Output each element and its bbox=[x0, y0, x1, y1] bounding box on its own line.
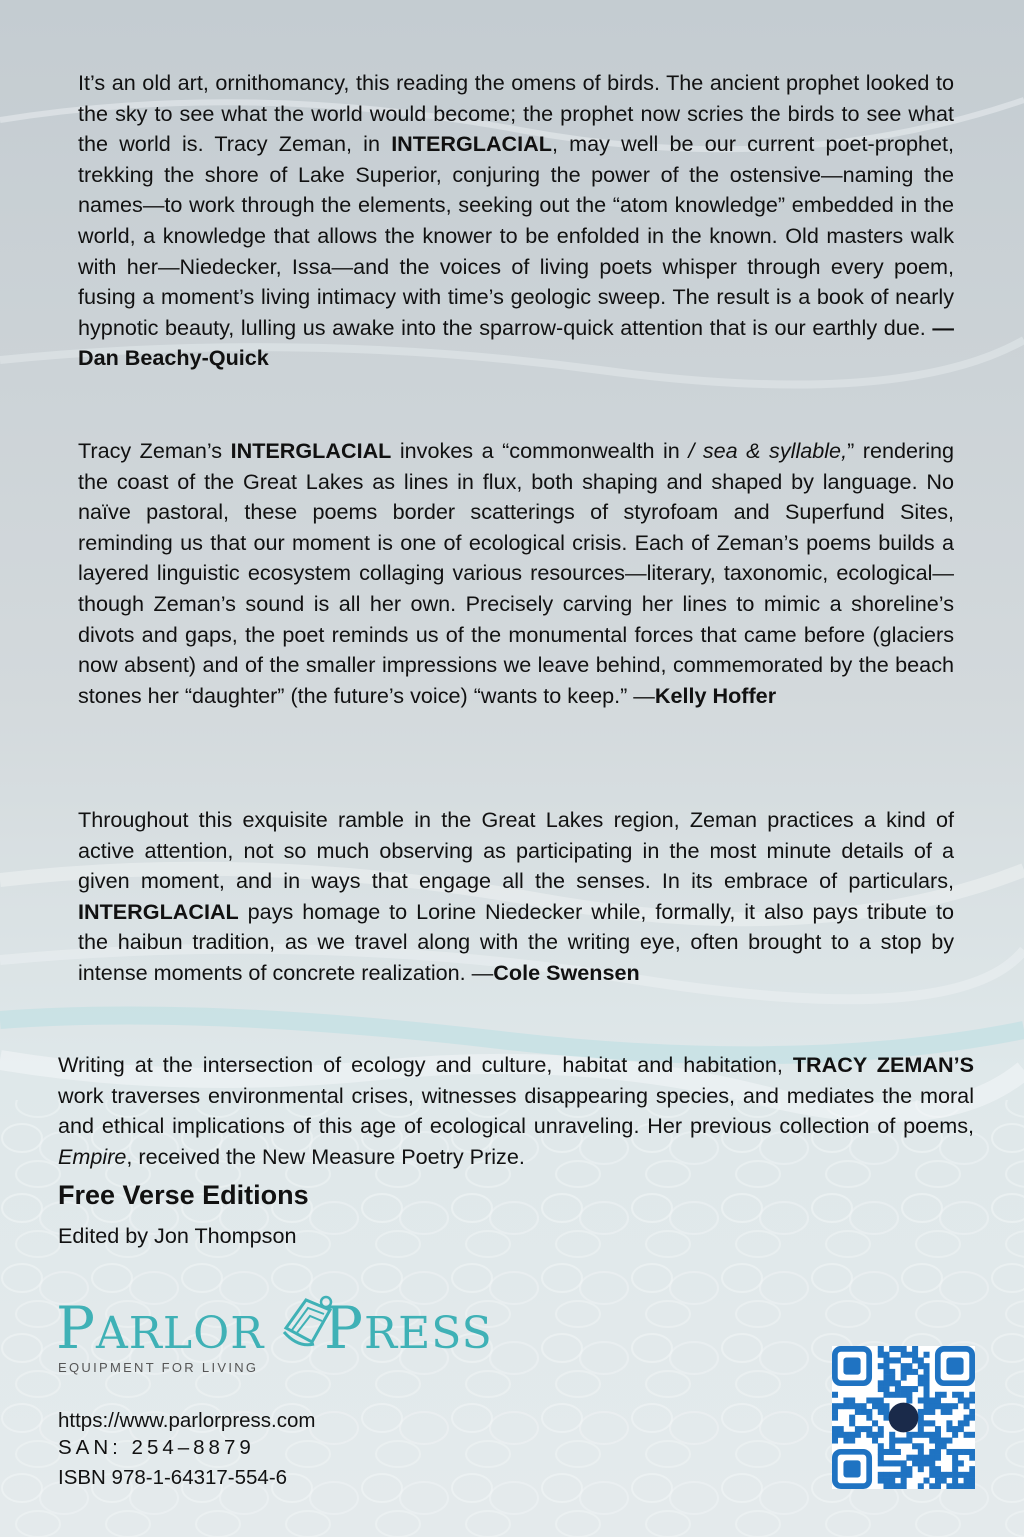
qr-module bbox=[901, 1438, 907, 1444]
qr-module bbox=[906, 1432, 912, 1438]
qr-module bbox=[883, 1357, 889, 1363]
qr-module bbox=[866, 1409, 872, 1415]
logo-word-parlor bbox=[56, 1294, 264, 1362]
qr-module bbox=[969, 1392, 975, 1398]
qr-module bbox=[889, 1375, 895, 1381]
qr-module bbox=[935, 1392, 941, 1398]
qr-module bbox=[918, 1460, 924, 1466]
qr-module bbox=[906, 1352, 912, 1358]
qr-module bbox=[889, 1472, 895, 1478]
publisher-url[interactable]: https://www.parlorpress.com bbox=[58, 1409, 316, 1432]
qr-module bbox=[964, 1449, 970, 1455]
qr-module bbox=[969, 1415, 975, 1421]
qr-module bbox=[924, 1363, 930, 1369]
qr-module bbox=[878, 1426, 884, 1432]
qr-module bbox=[912, 1357, 918, 1363]
qr-finder-center bbox=[843, 1460, 860, 1477]
qr-module bbox=[952, 1472, 958, 1478]
qr-module bbox=[929, 1466, 935, 1472]
qr-module bbox=[952, 1478, 958, 1484]
qr-module bbox=[912, 1460, 918, 1466]
qr-module bbox=[946, 1426, 952, 1432]
qr-module bbox=[935, 1478, 941, 1484]
qr-module bbox=[964, 1420, 970, 1426]
qr-module bbox=[929, 1432, 935, 1438]
qr-module bbox=[901, 1472, 907, 1478]
text-run: / sea & syllable, bbox=[688, 438, 848, 463]
qr-module bbox=[935, 1426, 941, 1432]
logo-initial-p2: P bbox=[324, 1294, 365, 1362]
qr-module bbox=[832, 1409, 838, 1415]
qr-module bbox=[901, 1386, 907, 1392]
qr-module bbox=[924, 1478, 930, 1484]
qr-module bbox=[935, 1472, 941, 1478]
text-run: It’s an old art, ornithomancy, this reading the omens of birds. The ancient prophet looked to the sky to see what the world would become; the prophet now scries the birds to see what the world is. Tracy Zeman, in bbox=[78, 70, 954, 157]
qr-module bbox=[889, 1392, 895, 1398]
qr-module bbox=[889, 1483, 895, 1489]
qr-module bbox=[906, 1455, 912, 1461]
qr-module bbox=[889, 1380, 895, 1386]
isbn: ISBN 978-1-64317-554-6 bbox=[58, 1466, 288, 1489]
qr-module bbox=[901, 1375, 907, 1381]
qr-module bbox=[901, 1460, 907, 1466]
qr-module bbox=[843, 1438, 849, 1444]
qr-module bbox=[861, 1409, 867, 1415]
qr-module bbox=[901, 1478, 907, 1484]
publisher-logo bbox=[56, 1288, 493, 1388]
qr-module bbox=[912, 1386, 918, 1392]
qr-module bbox=[929, 1449, 935, 1455]
qr-module bbox=[878, 1455, 884, 1461]
qr-module bbox=[889, 1438, 895, 1444]
qr-module bbox=[941, 1443, 947, 1449]
qr-module bbox=[832, 1426, 838, 1432]
qr-module bbox=[964, 1478, 970, 1484]
qr-module bbox=[924, 1460, 930, 1466]
qr-module bbox=[946, 1409, 952, 1415]
qr-module bbox=[895, 1392, 901, 1398]
qr-module bbox=[918, 1415, 924, 1421]
qr-module bbox=[883, 1363, 889, 1369]
qr-module bbox=[901, 1363, 907, 1369]
qr-module bbox=[895, 1483, 901, 1489]
qr-module bbox=[878, 1472, 884, 1478]
qr-module bbox=[946, 1483, 952, 1489]
qr-code bbox=[832, 1346, 975, 1489]
qr-module bbox=[849, 1415, 855, 1421]
qr-module bbox=[918, 1380, 924, 1386]
qr-module bbox=[912, 1352, 918, 1358]
qr-module bbox=[952, 1449, 958, 1455]
qr-module bbox=[878, 1409, 884, 1415]
qr-module bbox=[924, 1392, 930, 1398]
qr-module bbox=[958, 1392, 964, 1398]
qr-module bbox=[912, 1432, 918, 1438]
qr-module bbox=[895, 1386, 901, 1392]
series-title: Free Verse Editions bbox=[58, 1180, 309, 1210]
qr-module bbox=[878, 1363, 884, 1369]
qr-module bbox=[855, 1403, 861, 1409]
qr-module bbox=[964, 1397, 970, 1403]
qr-module bbox=[969, 1483, 975, 1489]
qr-module bbox=[924, 1432, 930, 1438]
qr-module bbox=[889, 1449, 895, 1455]
qr-module bbox=[952, 1426, 958, 1432]
qr-module bbox=[889, 1357, 895, 1363]
qr-module bbox=[832, 1415, 838, 1421]
qr-module bbox=[918, 1420, 924, 1426]
qr-module bbox=[906, 1369, 912, 1375]
qr-module bbox=[901, 1392, 907, 1398]
qr-module bbox=[929, 1403, 935, 1409]
qr-module bbox=[878, 1460, 884, 1466]
qr-module bbox=[924, 1380, 930, 1386]
qr-module bbox=[935, 1443, 941, 1449]
qr-module bbox=[878, 1432, 884, 1438]
text-run: , received the New Measure Poetry Prize. bbox=[126, 1143, 525, 1169]
qr-module bbox=[883, 1415, 889, 1421]
qr-module bbox=[855, 1426, 861, 1432]
qr-module bbox=[901, 1352, 907, 1358]
qr-module bbox=[952, 1392, 958, 1398]
text-run: Kelly Hoffer bbox=[654, 682, 777, 708]
logo-tagline: EQUIPMENT FOR LIVING bbox=[58, 1360, 259, 1375]
qr-module bbox=[866, 1415, 872, 1421]
qr-module bbox=[918, 1409, 924, 1415]
qr-module bbox=[861, 1403, 867, 1409]
text-run: Throughout this exquisite ramble in the Great Lakes region, Zeman practices a kind of active attention, not so much observing as participating in the most minute details of a given moment, and in ways that engage all the senses. In its embrace of particulars, bbox=[78, 807, 954, 894]
qr-module bbox=[958, 1420, 964, 1426]
qr-module bbox=[952, 1432, 958, 1438]
qr-module bbox=[929, 1420, 935, 1426]
qr-module bbox=[849, 1397, 855, 1403]
qr-module bbox=[935, 1438, 941, 1444]
qr-module bbox=[918, 1449, 924, 1455]
qr-module bbox=[969, 1478, 975, 1484]
qr-module bbox=[924, 1409, 930, 1415]
qr-module bbox=[958, 1472, 964, 1478]
qr-module bbox=[883, 1449, 889, 1455]
qr-finder-center bbox=[843, 1357, 860, 1374]
qr-module bbox=[929, 1483, 935, 1489]
qr-module bbox=[969, 1432, 975, 1438]
qr-module bbox=[929, 1409, 935, 1415]
qr-module bbox=[883, 1369, 889, 1375]
qr-module bbox=[878, 1397, 884, 1403]
qr-module bbox=[878, 1443, 884, 1449]
logo-initial-p: P bbox=[56, 1294, 97, 1362]
qr-module bbox=[918, 1483, 924, 1489]
qr-module bbox=[883, 1478, 889, 1484]
qr-module bbox=[866, 1397, 872, 1403]
qr-module bbox=[918, 1466, 924, 1472]
qr-module bbox=[935, 1466, 941, 1472]
qr-module bbox=[872, 1397, 878, 1403]
qr-module bbox=[861, 1426, 867, 1432]
qr-module bbox=[935, 1483, 941, 1489]
qr-module bbox=[918, 1432, 924, 1438]
qr-module bbox=[883, 1392, 889, 1398]
qr-module bbox=[883, 1380, 889, 1386]
qr-module bbox=[935, 1449, 941, 1455]
text-run: Empire bbox=[58, 1143, 127, 1169]
blurb-dan-beachy-quick bbox=[78, 68, 954, 374]
qr-module bbox=[872, 1438, 878, 1444]
qr-module bbox=[906, 1363, 912, 1369]
qr-module bbox=[889, 1443, 895, 1449]
qr-module bbox=[849, 1403, 855, 1409]
qr-module bbox=[889, 1432, 895, 1438]
text-run: invokes a “commonwealth in bbox=[391, 438, 689, 463]
qr-module bbox=[878, 1449, 884, 1455]
qr-module bbox=[969, 1455, 975, 1461]
qr-module bbox=[952, 1483, 958, 1489]
qr-module bbox=[952, 1455, 958, 1461]
publisher-san: SAN: 254–8879 bbox=[58, 1436, 255, 1459]
qr-module bbox=[838, 1432, 844, 1438]
qr-module bbox=[924, 1420, 930, 1426]
qr-module bbox=[878, 1478, 884, 1484]
text-run: pays homage to Lorine Niedecker while, formally, it also pays tribute to the haibun tradition, as we travel along with the writing eye, often brought to a stop by intense moments of concrete realization. — bbox=[78, 898, 954, 985]
qr-module bbox=[958, 1397, 964, 1403]
qr-module bbox=[969, 1466, 975, 1472]
qr-module bbox=[918, 1397, 924, 1403]
qr-module bbox=[906, 1466, 912, 1472]
qr-module bbox=[924, 1386, 930, 1392]
qr-module bbox=[832, 1403, 838, 1409]
qr-module bbox=[883, 1403, 889, 1409]
qr-module bbox=[849, 1432, 855, 1438]
text-run: INTERGLACIAL bbox=[78, 898, 239, 924]
qr-module bbox=[912, 1346, 918, 1352]
qr-module bbox=[946, 1438, 952, 1444]
qr-module bbox=[843, 1432, 849, 1438]
qr-module bbox=[964, 1472, 970, 1478]
qr-module bbox=[929, 1455, 935, 1461]
text-run: Writing at the intersection of ecology and culture, habitat and habitation, bbox=[58, 1052, 793, 1077]
qr-module bbox=[883, 1472, 889, 1478]
qr-module bbox=[895, 1472, 901, 1478]
qr-module bbox=[878, 1380, 884, 1386]
qr-module bbox=[941, 1403, 947, 1409]
qr-module bbox=[929, 1472, 935, 1478]
qr-module bbox=[901, 1466, 907, 1472]
qr-module bbox=[941, 1409, 947, 1415]
qr-module bbox=[941, 1478, 947, 1484]
qr-module bbox=[832, 1392, 838, 1398]
qr-module bbox=[964, 1415, 970, 1421]
qr-module bbox=[929, 1460, 935, 1466]
qr-module bbox=[889, 1478, 895, 1484]
qr-module bbox=[935, 1432, 941, 1438]
text-run: , may well be our current poet-prophet, trekking the shore of Lake Superior, conjuring the power of the ostensive—naming the names—to work through the elements, seeking out the “atom knowledge” embedded in the world, a knowledge that allows the knower to be enfolded in the known. Old masters walk with her—Niedecker, Issa—and the voices of living poets whisper through every poem, fusing a moment’s living intimacy with time’s geologic sweep. The result is a book of nearly hypnotic beauty, lulling us awake into the sparrow-quick attention that is our earthly due. bbox=[78, 131, 954, 340]
blurb-kelly-hoffer bbox=[78, 436, 954, 711]
qr-module bbox=[924, 1455, 930, 1461]
qr-module bbox=[924, 1369, 930, 1375]
qr-module bbox=[832, 1438, 838, 1444]
text-run: TRACY ZEMAN’S bbox=[792, 1052, 974, 1077]
qr-module bbox=[838, 1403, 844, 1409]
qr-module bbox=[889, 1346, 895, 1352]
qr-module bbox=[912, 1455, 918, 1461]
text-run: INTERGLACIAL bbox=[391, 131, 552, 157]
blurb-cole-swensen bbox=[78, 805, 954, 989]
qr-module bbox=[918, 1363, 924, 1369]
qr-module bbox=[906, 1438, 912, 1444]
qr-module bbox=[969, 1449, 975, 1455]
qr-module bbox=[918, 1375, 924, 1381]
qr-module bbox=[946, 1472, 952, 1478]
author-bio bbox=[58, 1050, 974, 1172]
qr-module bbox=[843, 1403, 849, 1409]
text-run: Tracy Zeman’s bbox=[78, 438, 231, 463]
qr-module bbox=[906, 1397, 912, 1403]
qr-module bbox=[872, 1432, 878, 1438]
qr-module bbox=[929, 1397, 935, 1403]
qr-module bbox=[952, 1460, 958, 1466]
qr-module bbox=[924, 1397, 930, 1403]
qr-module bbox=[912, 1443, 918, 1449]
qr-module bbox=[912, 1369, 918, 1375]
qr-module bbox=[895, 1449, 901, 1455]
text-run: ” rendering the coast of the Great Lakes as lines in flux, both shaping and shaped by language. No naïve pastoral, these poems border scatterings of styrofoam and Superfund Sites, reminding us that our moment is one of ecological crisis. Each of Zeman’s poems builds a layered linguistic ecosystem collaging various resources—literary, taxonomic, ecological—though Zeman’s sound is all her own. Precisely carving her lines to mimic a shoreline’s divots and gaps, the poet reminds us of the monumental forces that came before (glaciers now absent) and of the smaller impressions we leave behind, commemorated by the beach stones her “daughter” (the future’s voice) “wants to keep.” — bbox=[78, 438, 955, 708]
qr-module bbox=[935, 1403, 941, 1409]
qr-module bbox=[935, 1397, 941, 1403]
qr-module bbox=[946, 1420, 952, 1426]
qr-module bbox=[883, 1352, 889, 1358]
qr-module bbox=[855, 1409, 861, 1415]
qr-module bbox=[883, 1386, 889, 1392]
qr-module bbox=[832, 1432, 838, 1438]
qr-module bbox=[918, 1455, 924, 1461]
qr-module bbox=[946, 1403, 952, 1409]
qr-module bbox=[855, 1432, 861, 1438]
qr-module bbox=[843, 1397, 849, 1403]
qr-module bbox=[958, 1460, 964, 1466]
qr-module bbox=[895, 1346, 901, 1352]
qr-module bbox=[883, 1375, 889, 1381]
qr-module bbox=[872, 1403, 878, 1409]
qr-module bbox=[918, 1357, 924, 1363]
qr-module bbox=[906, 1386, 912, 1392]
qr-module bbox=[849, 1438, 855, 1444]
qr-module bbox=[878, 1403, 884, 1409]
qr-module bbox=[924, 1403, 930, 1409]
qr-module bbox=[958, 1483, 964, 1489]
qr-module bbox=[941, 1438, 947, 1444]
qr-module bbox=[958, 1449, 964, 1455]
qr-module bbox=[946, 1449, 952, 1455]
text-run: work traverses environmental crises, witnesses disappearing species, and mediates the moral and ethical implications of this age of ecological unraveling. Her previous collection of poems, bbox=[58, 1082, 974, 1139]
qr-module bbox=[929, 1438, 935, 1444]
qr-module bbox=[889, 1369, 895, 1375]
qr-module bbox=[872, 1420, 878, 1426]
qr-module bbox=[918, 1443, 924, 1449]
qr-module bbox=[883, 1483, 889, 1489]
qr-module bbox=[878, 1386, 884, 1392]
qr-module bbox=[883, 1409, 889, 1415]
qr-module bbox=[895, 1460, 901, 1466]
qr-module bbox=[906, 1392, 912, 1398]
qr-module bbox=[878, 1346, 884, 1352]
qr-module bbox=[964, 1483, 970, 1489]
qr-module bbox=[906, 1472, 912, 1478]
logo-rest-press: RESS bbox=[364, 1308, 493, 1359]
qr-module bbox=[838, 1426, 844, 1432]
text-run: INTERGLACIAL bbox=[230, 438, 392, 463]
qr-module bbox=[958, 1426, 964, 1432]
qr-module bbox=[866, 1432, 872, 1438]
qr-module bbox=[901, 1346, 907, 1352]
qr-module bbox=[866, 1426, 872, 1432]
qr-logo-badge bbox=[889, 1403, 919, 1433]
qr-module bbox=[883, 1460, 889, 1466]
qr-module bbox=[941, 1472, 947, 1478]
qr-module bbox=[924, 1352, 930, 1358]
qr-module bbox=[895, 1438, 901, 1444]
qr-module bbox=[924, 1375, 930, 1381]
qr-module bbox=[895, 1380, 901, 1386]
qr-module bbox=[901, 1483, 907, 1489]
qr-module bbox=[935, 1455, 941, 1461]
qr-module bbox=[895, 1357, 901, 1363]
qr-module bbox=[849, 1420, 855, 1426]
qr-module bbox=[878, 1352, 884, 1358]
qr-module bbox=[969, 1397, 975, 1403]
qr-module bbox=[964, 1403, 970, 1409]
text-run: —Dan Beachy-Quick bbox=[78, 314, 954, 371]
series-editor: Edited by Jon Thompson bbox=[58, 1223, 297, 1248]
qr-module bbox=[901, 1369, 907, 1375]
qr-module bbox=[969, 1409, 975, 1415]
qr-module bbox=[952, 1403, 958, 1409]
text-run: Cole Swensen bbox=[493, 959, 640, 985]
qr-module bbox=[941, 1392, 947, 1398]
qr-module bbox=[918, 1426, 924, 1432]
logo-rest-parlor: ARLOR bbox=[96, 1308, 265, 1359]
qr-module bbox=[889, 1460, 895, 1466]
qr-module bbox=[969, 1472, 975, 1478]
qr-module bbox=[964, 1432, 970, 1438]
logo-word-press bbox=[324, 1294, 493, 1362]
qr-module bbox=[952, 1466, 958, 1472]
qr-finder-center bbox=[946, 1357, 963, 1374]
